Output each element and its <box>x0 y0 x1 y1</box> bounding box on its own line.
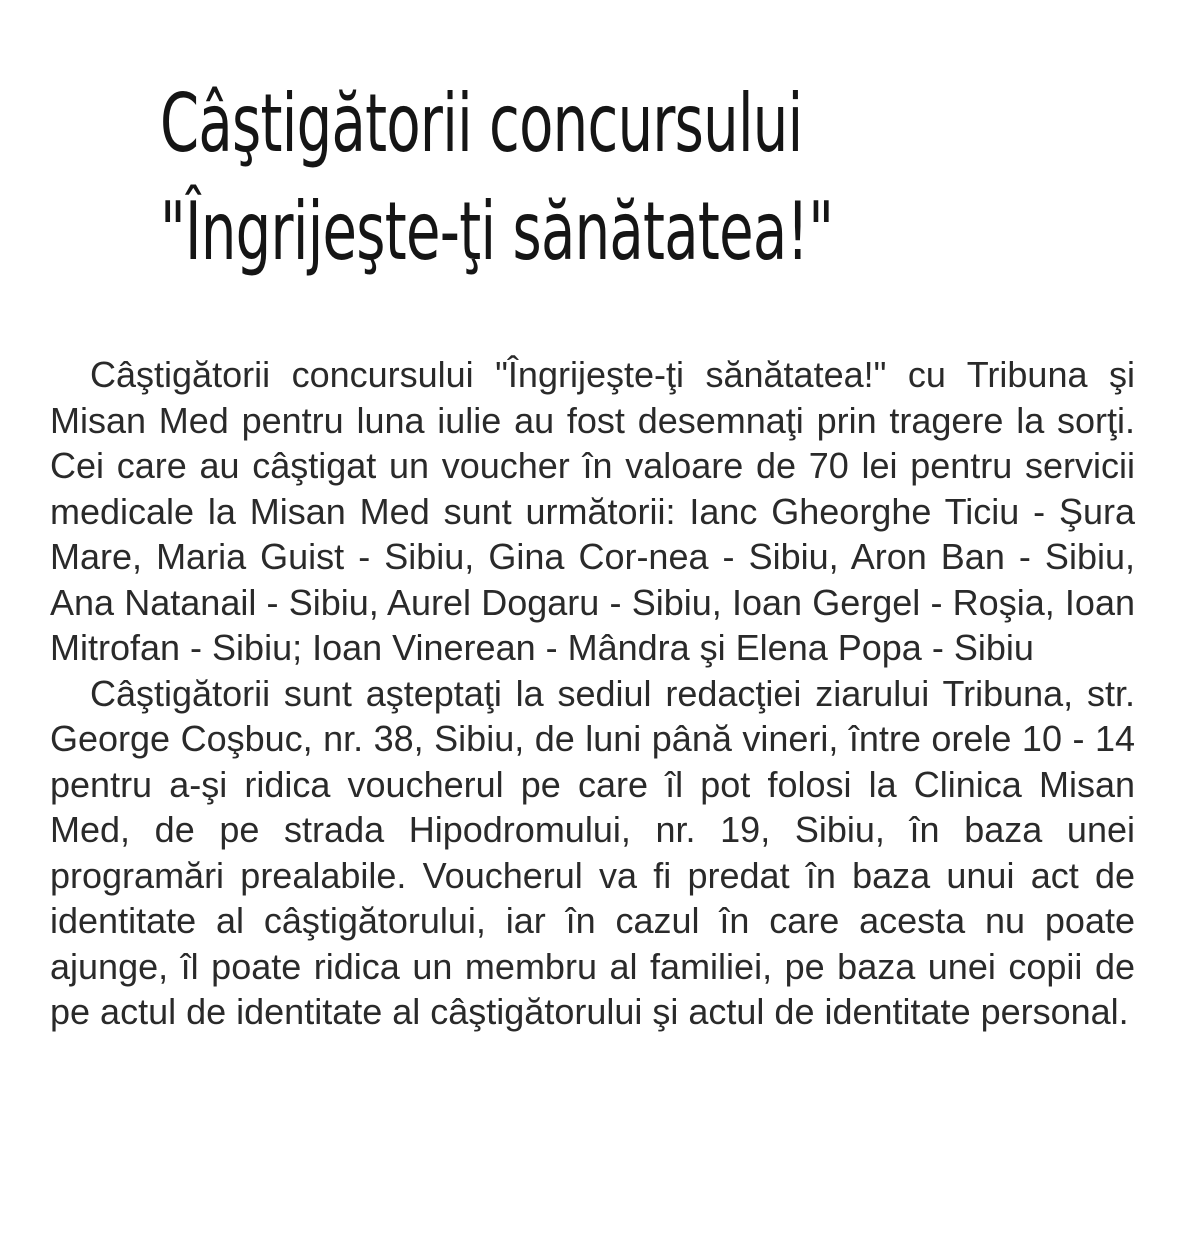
paragraph-pickup-instructions: Câştigătorii sunt aşteptaţi la sediul redacţiei ziarului Tribuna, str. George Coşbuc, nr. 38, Sibiu, de luni până vineri, între orele 10 - 14 pentru a-şi ridica voucherul pe care îl pot folosi la Clinica Misan Med, de pe strada Hipodromului, nr. 19, Sibiu, în baza unei programări prealabile. Voucherul va fi predat în baza unui act de identitate al câştigătorului, iar în cazul în care acesta nu poate ajunge, îl poate ridica un membru al familiei, pe baza unei copii de pe actul de identitate al câştigătorului şi actul de identitate personal. <box>50 672 1135 1032</box>
article-headline <box>160 70 833 286</box>
headline-line-1: Câştigătorii concursului <box>160 77 803 170</box>
headline-line-2: "Îngrijeşte-ţi sănătatea!" <box>160 185 834 278</box>
paragraph-winners-list: Câştigătorii concursului "Îngrijeşte-ţi sănătatea!" cu Tribuna şi Misan Med pentru luna iulie au fost desemnaţi prin tragere la sorţi. Cei care au câştigat un voucher în valoare de 70 lei pentru servicii medicale la Misan Med sunt următorii: Ianc Gheorghe Ticiu - Şura Mare, Maria Guist - Sibiu, Gina Cor-nea - Sibiu, Aron Ban - Sibiu, Ana Natanail - Sibiu, Aurel Dogaru - Sibiu, Ioan Gergel - Roşia, Ioan Mitrofan - Sibiu; Ioan Vinerean - Mândra şi Elena Popa - Sibiu <box>50 354 1135 668</box>
article-body <box>50 352 1135 1035</box>
